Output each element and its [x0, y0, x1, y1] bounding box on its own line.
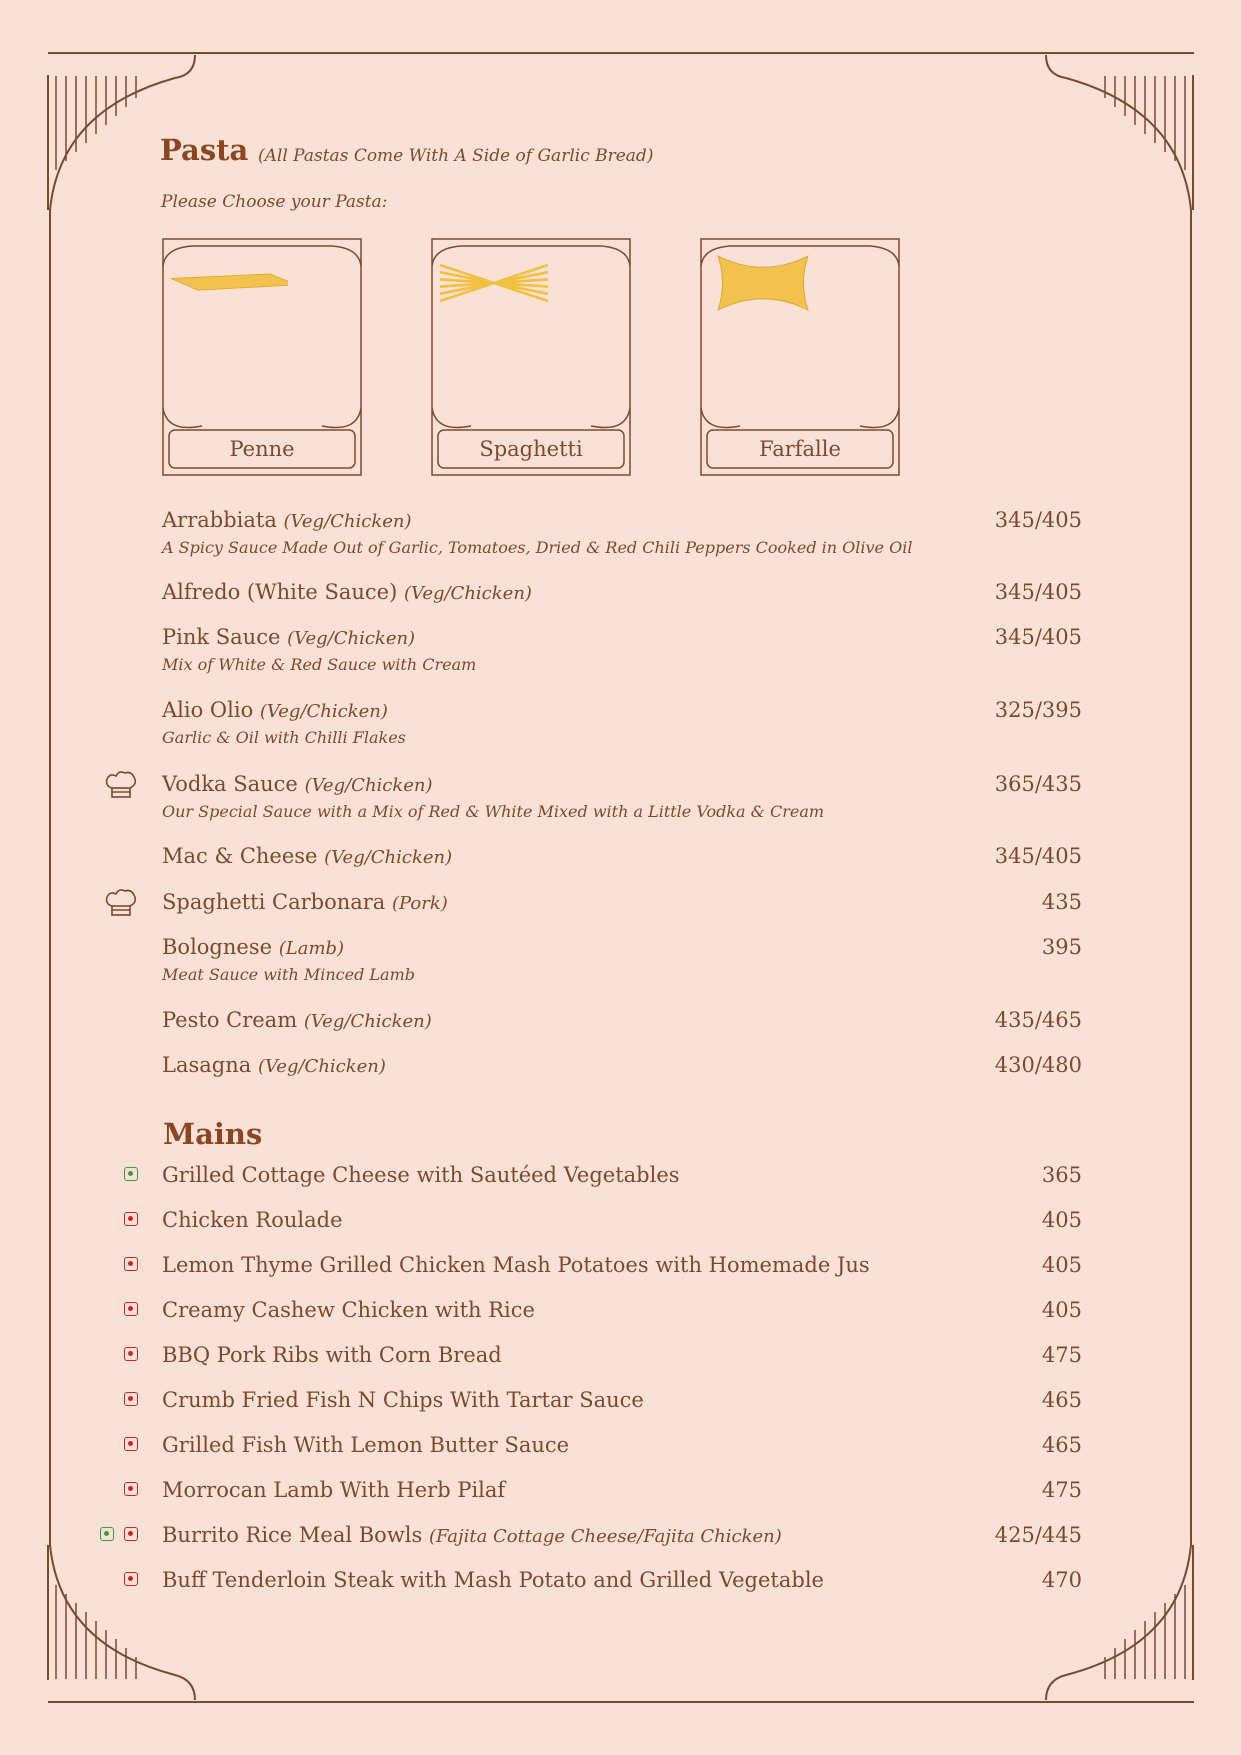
- item-name: Lemon Thyme Grilled Chicken Mash Potatoes with Homemade Jus: [162, 1253, 870, 1277]
- item-name: Bolognese: [162, 935, 273, 959]
- item-variant: (Fajita Cottage Cheese/Fajita Chicken): [428, 1526, 782, 1547]
- mains-item: [162, 1523, 1082, 1547]
- item-name: Crumb Fried Fish N Chips With Tartar Sauce: [162, 1388, 644, 1412]
- pasta-item: [162, 772, 1082, 821]
- item-variant: (Veg/Chicken): [324, 847, 453, 868]
- item-price: 405: [1041, 1253, 1082, 1277]
- nonveg-indicator-icon: [124, 1392, 138, 1406]
- pasta-item: [162, 1008, 1082, 1032]
- mains-item: [162, 1343, 1082, 1367]
- item-name: Grilled Fish With Lemon Butter Sauce: [162, 1433, 570, 1457]
- pasta-option-spaghetti[interactable]: [431, 238, 631, 476]
- item-description: A Spicy Sauce Made Out of Garlic, Tomatoes, Dried & Red Chili Peppers Cooked in Olive Oil: [162, 538, 913, 557]
- item-name: BBQ Pork Ribs with Corn Bread: [162, 1343, 502, 1367]
- item-price: 365: [1041, 1163, 1082, 1187]
- item-variant: (Pork): [392, 893, 448, 914]
- pasta-option-farfalle[interactable]: [700, 238, 900, 476]
- nonveg-indicator-icon: [124, 1527, 138, 1541]
- item-variant: (Veg/Chicken): [257, 1056, 386, 1077]
- pasta-note: (All Pastas Come With A Side of Garlic Bread): [258, 146, 654, 166]
- veg-indicator-icon: [124, 1167, 138, 1181]
- item-price: 405: [1041, 1298, 1082, 1322]
- item-name: Arrabbiata: [162, 508, 277, 532]
- item-variant: (Veg/Chicken): [287, 628, 416, 649]
- item-price: 475: [1041, 1478, 1082, 1502]
- item-name: Mac & Cheese: [162, 844, 318, 868]
- pasta-item: [162, 580, 1082, 604]
- mains-item: [162, 1253, 1082, 1277]
- item-name: Alio Olio: [162, 698, 254, 722]
- item-price: 475: [1041, 1343, 1082, 1367]
- item-price: 395: [1041, 935, 1082, 959]
- item-variant: (Veg/Chicken): [303, 1011, 432, 1032]
- nonveg-indicator-icon: [124, 1347, 138, 1361]
- item-name: Lasagna: [162, 1053, 252, 1077]
- item-name: Burrito Rice Meal Bowls: [162, 1523, 423, 1547]
- pasta-heading: Pasta: [160, 133, 249, 167]
- item-price: 435/465: [994, 1008, 1082, 1032]
- item-description: Mix of White & Red Sauce with Cream: [162, 655, 477, 674]
- pasta-item: [162, 890, 1082, 914]
- pasta-penne-image: [162, 238, 288, 328]
- item-price: 325/395: [994, 698, 1082, 722]
- item-variant: (Veg/Chicken): [283, 511, 412, 532]
- pasta-item: [162, 935, 1082, 984]
- item-price: 425/445: [994, 1523, 1082, 1547]
- item-name: Morrocan Lamb With Herb Pilaf: [162, 1478, 506, 1502]
- pasta-item: [162, 1053, 1082, 1077]
- pasta-item: [162, 508, 1082, 557]
- item-price: 435: [1041, 890, 1082, 914]
- item-price: 405: [1041, 1208, 1082, 1232]
- veg-indicator-icon: [100, 1527, 114, 1541]
- mains-item: [162, 1163, 1082, 1187]
- item-price: 345/405: [994, 508, 1082, 532]
- item-description: Meat Sauce with Minced Lamb: [162, 965, 415, 984]
- mains-item: [162, 1433, 1082, 1457]
- item-name: Chicken Roulade: [162, 1208, 343, 1232]
- item-name: Buff Tenderloin Steak with Mash Potato and Grilled Vegetable: [162, 1568, 824, 1592]
- nonveg-indicator-icon: [124, 1572, 138, 1586]
- item-variant: (Veg/Chicken): [403, 583, 532, 604]
- mains-item: [162, 1298, 1082, 1322]
- nonveg-indicator-icon: [124, 1302, 138, 1316]
- nonveg-indicator-icon: [124, 1437, 138, 1451]
- mains-item: [162, 1478, 1082, 1502]
- pasta-option-label: Spaghetti: [479, 437, 583, 461]
- item-price: 365/435: [994, 772, 1082, 796]
- item-price: 470: [1041, 1568, 1082, 1592]
- item-description: Garlic & Oil with Chilli Flakes: [162, 728, 406, 747]
- mains-item: [162, 1568, 1082, 1592]
- item-price: 345/405: [994, 625, 1082, 649]
- pasta-item: [162, 625, 1082, 674]
- item-name: Pesto Cream: [162, 1008, 298, 1032]
- mains-item: [162, 1388, 1082, 1412]
- item-variant: (Veg/Chicken): [304, 775, 433, 796]
- nonveg-indicator-icon: [124, 1212, 138, 1226]
- item-name: Creamy Cashew Chicken with Rice: [162, 1298, 535, 1322]
- item-name: Alfredo (White Sauce): [162, 580, 398, 604]
- item-price: 345/405: [994, 844, 1082, 868]
- pasta-spaghetti-image: [431, 238, 557, 328]
- item-variant: (Lamb): [278, 938, 345, 959]
- item-price: 345/405: [994, 580, 1082, 604]
- chef-special-icon: [104, 888, 138, 918]
- nonveg-indicator-icon: [124, 1257, 138, 1271]
- item-name: Spaghetti Carbonara: [162, 890, 386, 914]
- choose-pasta-label: Please Choose your Pasta:: [161, 192, 388, 212]
- item-price: 465: [1041, 1433, 1082, 1457]
- pasta-option-penne[interactable]: [162, 238, 362, 476]
- pasta-farfalle-image: [700, 238, 826, 328]
- mains-item: [162, 1208, 1082, 1232]
- item-name: Vodka Sauce: [162, 772, 298, 796]
- item-price: 465: [1041, 1388, 1082, 1412]
- item-name: Pink Sauce: [162, 625, 281, 649]
- chef-special-icon: [104, 770, 138, 800]
- pasta-option-label: Farfalle: [759, 437, 841, 461]
- item-name: Grilled Cottage Cheese with Sautéed Vegetables: [162, 1163, 680, 1187]
- item-price: 430/480: [994, 1053, 1082, 1077]
- mains-heading: Mains: [163, 1117, 263, 1151]
- pasta-item: [162, 844, 1082, 868]
- pasta-option-label: Penne: [229, 437, 295, 461]
- item-description: Our Special Sauce with a Mix of Red & White Mixed with a Little Vodka & Cream: [162, 802, 825, 821]
- item-variant: (Veg/Chicken): [259, 701, 388, 722]
- nonveg-indicator-icon: [124, 1482, 138, 1496]
- pasta-item: [162, 698, 1082, 747]
